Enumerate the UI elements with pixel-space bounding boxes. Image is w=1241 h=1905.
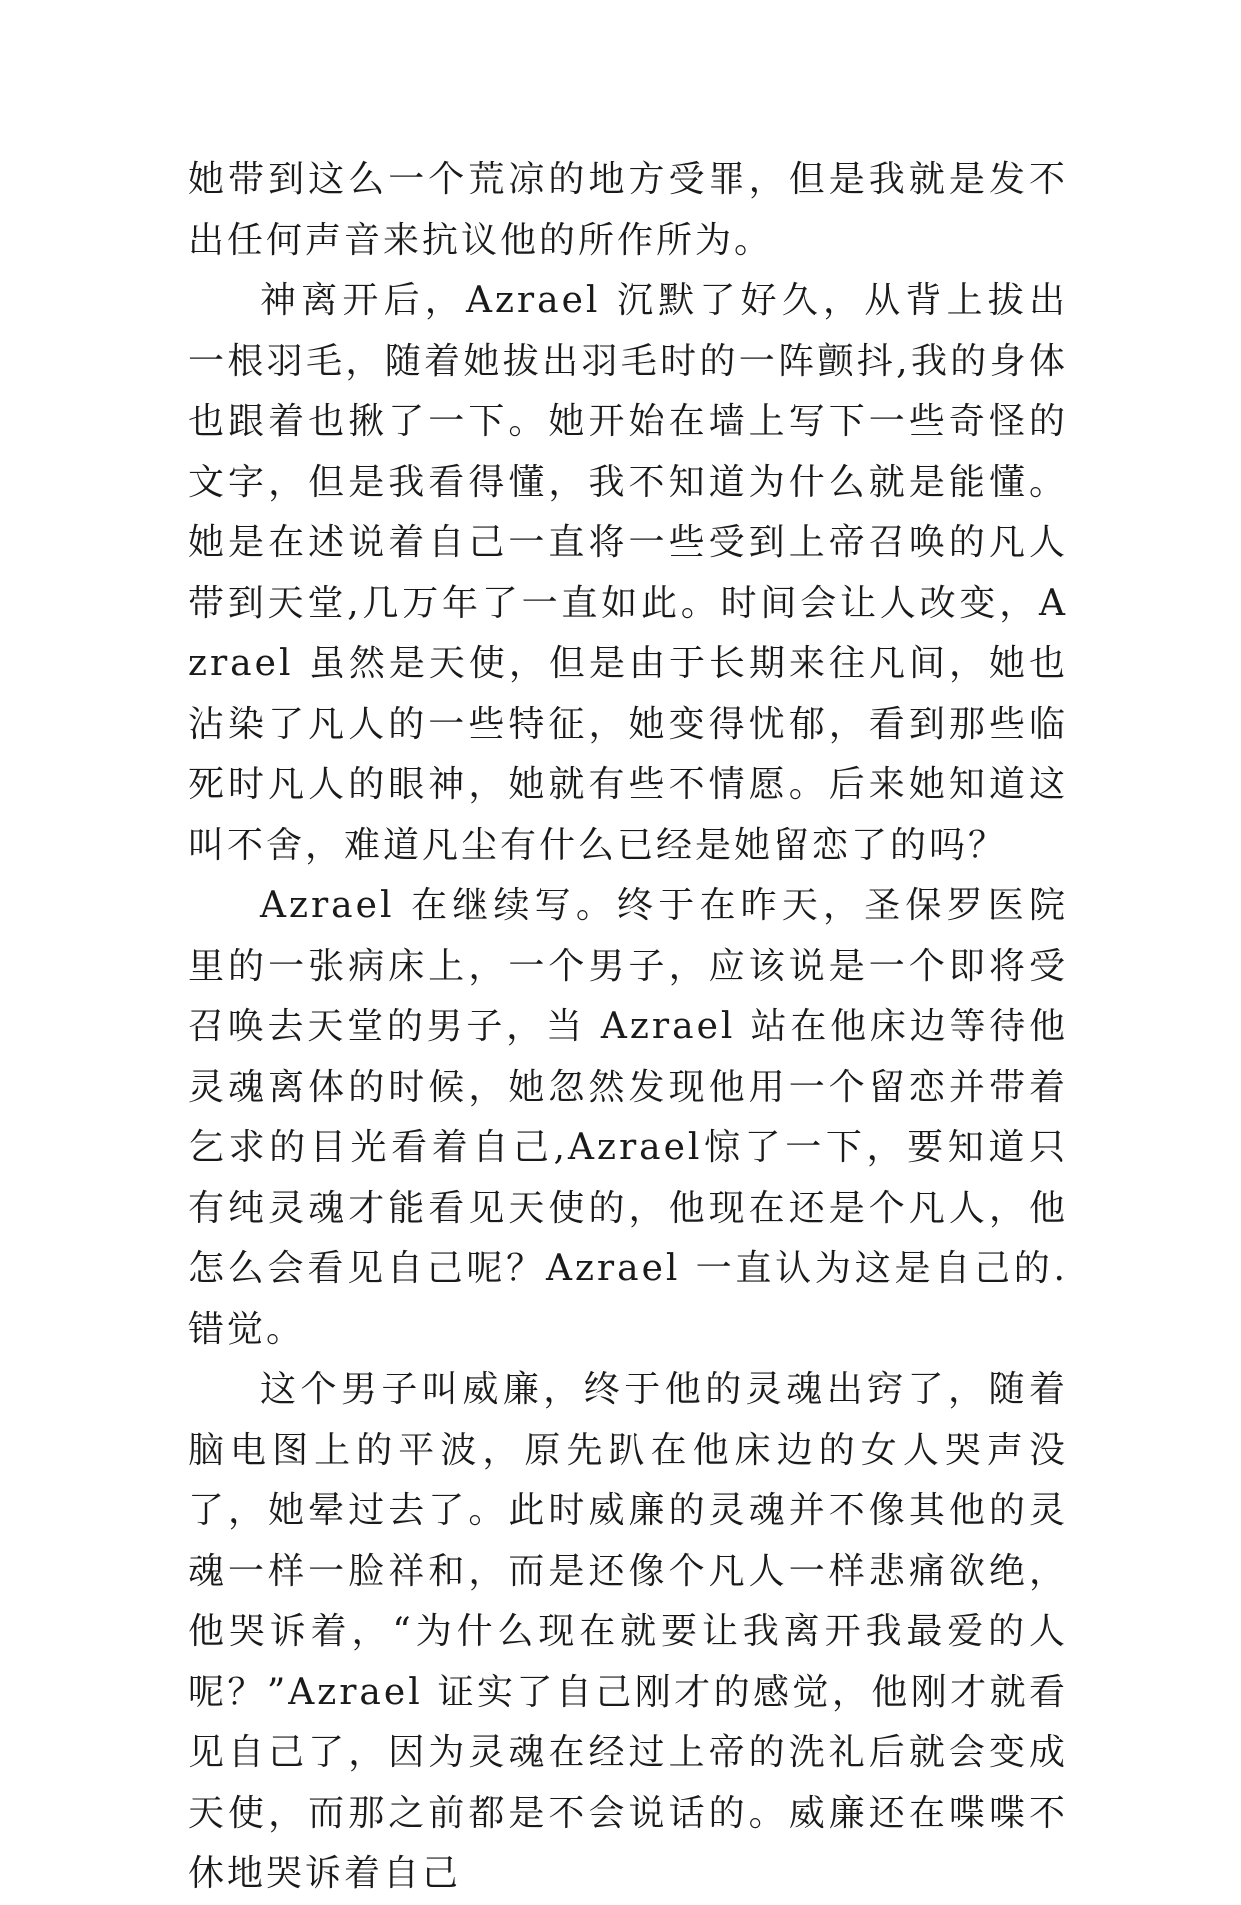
paragraph-4: 这个男子叫威廉，终于他的灵魂出窍了，随着脑电图上的平波，原先趴在他床边的女人哭声没了，她晕过去了。此时威廉的灵魂并不像其他的灵魂一样一脸祥和，而是还像个凡人一样悲痛欲绝，他哭诉着，“为什么现在就要让我离开我最爱的人呢？”Azrael 证实了自己刚才的感觉，他刚才就看见自己了，因为灵魂在经过上帝的洗礼后就会变成天使，而那之前都是不会说话的。威廉还在喋喋不休地哭诉着自己 xyxy=(188,1369,1068,1894)
paragraph-3: Azrael 在继续写。终于在昨天，圣保罗医院里的一张病床上，一个男子，应该说是一个即将受召唤去天堂的男子，当 Azrael 站在他床边等待他灵魂离体的时候，她忽然发现他用一个留恋并带着乞求的目光看着自己,Azrael惊了一下，要知道只有纯灵魂才能看见天使的，他现在还是个凡人，他怎么会看见自己呢？Azrael 一直认为这是自己的.错觉。 xyxy=(188,885,1068,1350)
paragraph-2: 神离开后，Azrael 沉默了好久，从背上拔出一根羽毛，随着她拔出羽毛时的一阵颤抖,我的身体也跟着也揪了一下。她开始在墙上写下一些奇怪的文字，但是我看得懂，我不知道为什么就是能懂。她是在述说着自己一直将一些受到上帝召唤的凡人带到天堂,几万年了一直如此。时间会让人改变，Azrael 虽然是天使，但是由于长期来往凡间，她也沾染了凡人的一些特征，她变得忧郁，看到那些临死时凡人的眼神，她就有些不情愿。后来她知道这叫不舍，难道凡尘有什么已经是她留恋了的吗？ xyxy=(188,280,1068,866)
paragraph-1: 她带到这么一个荒凉的地方受罪，但是我就是发不出任何声音来抗议他的所作所为。 xyxy=(188,159,1068,261)
document-body xyxy=(188,150,1068,1905)
